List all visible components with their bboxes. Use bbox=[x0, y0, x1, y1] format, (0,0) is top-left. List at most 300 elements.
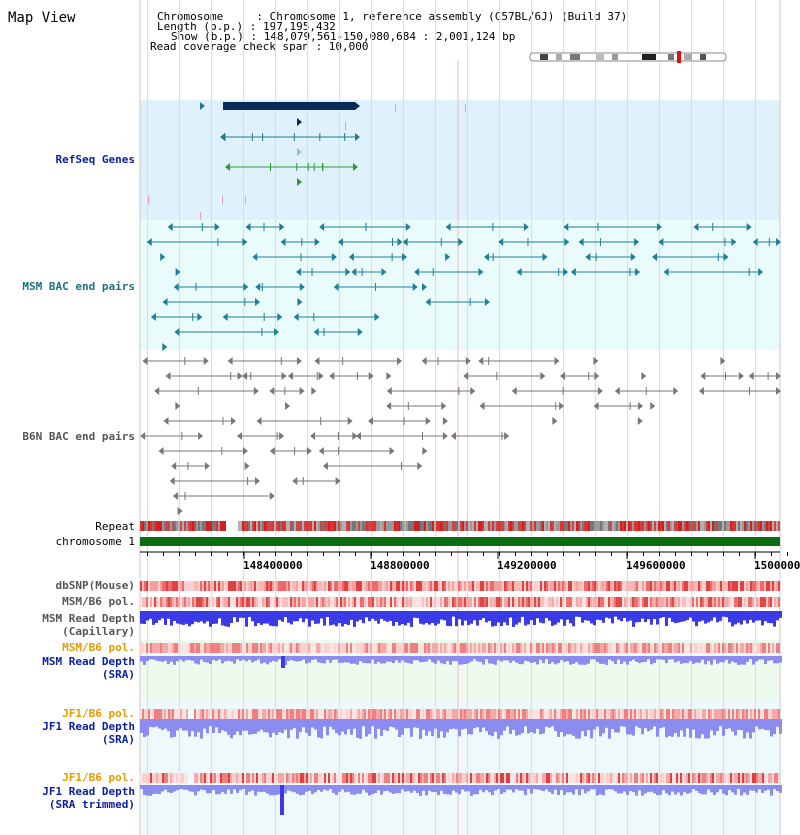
jf1-depth-trimmed-bar bbox=[509, 785, 512, 790]
msm-depth-sra-bar bbox=[149, 656, 152, 659]
jf1-b6-pol-trimmed-cell bbox=[528, 773, 530, 783]
jf1-b6-pol-cell bbox=[642, 709, 644, 719]
jf1-b6-pol-cell bbox=[558, 709, 560, 719]
msm-depth-sra-bar bbox=[659, 656, 662, 659]
msm-depth-capillary-bar bbox=[407, 611, 410, 623]
jf1-depth-trimmed-bar bbox=[545, 785, 548, 789]
jf1-b6-pol-trimmed-cell bbox=[506, 773, 508, 783]
repeat-cell bbox=[738, 521, 740, 531]
msm-b6-pol-cell bbox=[202, 597, 204, 607]
jf1-b6-pol-trimmed-cell bbox=[412, 773, 414, 783]
dbsnp-cell bbox=[282, 581, 284, 591]
msm-b6-pol-sra-cell bbox=[764, 643, 766, 653]
dbsnp-cell bbox=[484, 581, 486, 591]
msm-b6-pol-cell bbox=[420, 597, 422, 607]
dbsnp-cell bbox=[366, 581, 368, 591]
msm-b6-pol-sra-cell bbox=[436, 643, 438, 653]
msm-b6-pol-cell bbox=[434, 597, 436, 607]
msm-depth-sra-bar bbox=[695, 656, 698, 663]
jf1-b6-pol-trimmed-cell bbox=[440, 773, 442, 783]
msm-depth-capillary-bar bbox=[674, 611, 677, 623]
msm-b6-pol-sra-cell bbox=[380, 643, 382, 653]
dbsnp-cell bbox=[146, 581, 148, 591]
jf1-b6-pol-trimmed-cell bbox=[502, 773, 504, 783]
msm-b6-pol-sra-cell bbox=[676, 643, 678, 653]
msm-b6-pol-sra-cell bbox=[736, 643, 738, 653]
jf1-b6-pol-trimmed-cell bbox=[170, 773, 172, 783]
jf1-depth-trimmed-bar bbox=[428, 785, 431, 791]
msm-b6-pol-sra-cell bbox=[162, 643, 164, 653]
jf1-b6-pol-cell bbox=[374, 709, 376, 719]
jf1-depth-trimmed-bar bbox=[389, 785, 392, 793]
jf1-b6-pol-trimmed-cell bbox=[736, 773, 738, 783]
msm-b6-pol-sra-cell bbox=[748, 643, 750, 653]
repeat-cell bbox=[580, 521, 582, 531]
jf1-depth-sra-bar bbox=[320, 719, 323, 738]
msm-b6-pol-cell bbox=[666, 597, 668, 607]
msm-depth-sra-bar bbox=[188, 656, 191, 660]
jf1-b6-pol-cell bbox=[578, 709, 580, 719]
msm-depth-capillary-bar bbox=[590, 611, 593, 623]
jf1-b6-pol-cell bbox=[154, 709, 156, 719]
b6n-bac-pair-end bbox=[231, 417, 236, 425]
msm-b6-pol-sra-cell bbox=[296, 643, 298, 653]
jf1-depth-sra-bar bbox=[746, 719, 749, 733]
dbsnp-cell bbox=[724, 581, 726, 591]
msm-b6-pol-cell bbox=[440, 597, 442, 607]
jf1-depth-trimmed-bar bbox=[308, 785, 311, 791]
msm-b6-pol-sra-cell bbox=[292, 643, 294, 653]
msm-b6-pol-sra-cell bbox=[570, 643, 572, 653]
msm-depth-capillary-bar bbox=[209, 611, 212, 627]
msm-b6-pol-sra-cell bbox=[258, 643, 260, 653]
jf1-depth-trimmed-bar bbox=[731, 785, 734, 792]
jf1-b6-pol-trimmed-cell bbox=[288, 773, 290, 783]
jf1-b6-pol-cell bbox=[158, 709, 160, 719]
msm-b6-pol-cell bbox=[258, 597, 260, 607]
msm-depth-sra-bar bbox=[647, 656, 650, 659]
dbsnp-cell bbox=[634, 581, 636, 591]
msm-b6-pol-cell bbox=[582, 597, 584, 607]
msm-depth-sra-label-2: (SRA) bbox=[101, 668, 135, 681]
repeat-cell bbox=[660, 521, 662, 531]
repeat-cell bbox=[556, 521, 558, 531]
msm-depth-sra-bar bbox=[776, 656, 779, 663]
msm-depth-capillary-bar bbox=[701, 611, 704, 621]
jf1-b6-pol-cell bbox=[570, 709, 572, 719]
jf1-depth-trimmed-bar bbox=[380, 785, 383, 795]
jf1-b6-pol-cell bbox=[672, 709, 674, 719]
dbsnp-cell bbox=[630, 581, 632, 591]
dbsnp-cell bbox=[632, 581, 634, 591]
msm-b6-pol-sra-cell bbox=[182, 643, 184, 653]
jf1-depth-trimmed-bar bbox=[275, 785, 278, 795]
b6n-bac-label: B6N BAC end pairs bbox=[22, 430, 135, 443]
repeat-cell bbox=[450, 521, 452, 531]
msm-depth-sra-bar bbox=[758, 656, 761, 660]
jf1-depth-trimmed-bar bbox=[662, 785, 665, 790]
msm-b6-pol-sra-cell bbox=[648, 643, 650, 653]
ideogram-band bbox=[668, 54, 674, 60]
msm-depth-sra-bar bbox=[554, 656, 557, 664]
msm-b6-pol-cell bbox=[634, 597, 636, 607]
jf1-depth-trimmed-bar bbox=[440, 785, 443, 791]
jf1-depth-trimmed-bar bbox=[599, 785, 602, 794]
jf1-depth-trimmed-bar bbox=[296, 785, 299, 794]
repeat-cell bbox=[174, 521, 176, 531]
jf1-depth-trimmed-bar bbox=[575, 785, 578, 789]
refseq-gene-block bbox=[223, 102, 355, 110]
msm-b6-pol-sra-cell bbox=[196, 643, 198, 653]
jf1-b6-pol-trimmed-cell bbox=[314, 773, 316, 783]
msm-b6-pol-sra-cell bbox=[622, 643, 624, 653]
msm-b6-pol-cell bbox=[256, 597, 258, 607]
msm-b6-pol-cell bbox=[718, 597, 720, 607]
jf1-depth-trimmed-bar bbox=[140, 785, 143, 789]
msm-b6-pol-cell bbox=[552, 597, 554, 607]
msm-b6-pol-sra-cell bbox=[524, 643, 526, 653]
jf1-b6-pol-cell bbox=[242, 709, 244, 719]
jf1-b6-pol-trimmed-cell bbox=[584, 773, 586, 783]
msm-depth-sra-bar bbox=[530, 656, 533, 663]
jf1-depth-trimmed-bar bbox=[485, 785, 488, 790]
jf1-b6-pol-trimmed-cell bbox=[162, 773, 164, 783]
repeat-cell bbox=[202, 521, 204, 531]
msm-b6-pol-sra-cell bbox=[508, 643, 510, 653]
msm-b6-pol-sra-cell bbox=[174, 643, 176, 653]
msm-b6-pol-cell bbox=[476, 597, 478, 607]
repeat-cell bbox=[284, 521, 286, 531]
b6n-bac-pair-end bbox=[288, 372, 293, 380]
b6n-bac-pair-end bbox=[170, 477, 175, 485]
dbsnp-cell bbox=[156, 581, 158, 591]
jf1-depth-trimmed-bar bbox=[254, 785, 257, 796]
dbsnp-cell bbox=[148, 581, 150, 591]
repeat-cell bbox=[654, 521, 656, 531]
jf1-b6-pol-trimmed-cell bbox=[398, 773, 400, 783]
dbsnp-cell bbox=[306, 581, 308, 591]
jf1-b6-pol-cell bbox=[238, 709, 240, 719]
msm-b6-pol-cell bbox=[740, 597, 742, 607]
msm-depth-sra-bar bbox=[629, 656, 632, 661]
jf1-b6-pol-cell bbox=[450, 709, 452, 719]
repeat-cell bbox=[716, 521, 718, 531]
jf1-b6-pol-trimmed-cell bbox=[732, 773, 734, 783]
msm-depth-sra-bar bbox=[329, 656, 332, 663]
msm-depth-sra-bar bbox=[599, 656, 602, 664]
msm-b6-pol-cell bbox=[170, 597, 172, 607]
msm-depth-sra-bar bbox=[497, 656, 500, 660]
repeat-cell bbox=[672, 521, 674, 531]
jf1-depth-sra-bar bbox=[248, 719, 251, 735]
jf1-b6-pol-cell bbox=[186, 709, 188, 719]
msm-b6-pol-sra-cell bbox=[412, 643, 414, 653]
msm-depth-capillary-bar bbox=[362, 611, 365, 623]
dbsnp-cell bbox=[222, 581, 224, 591]
b6n-bac-pair-single bbox=[552, 417, 557, 425]
msm-b6-pol-cell bbox=[164, 597, 166, 607]
dbsnp-cell bbox=[504, 581, 506, 591]
dbsnp-cell bbox=[144, 581, 146, 591]
msm-b6-pol-sra-cell bbox=[184, 643, 186, 653]
dbsnp-cell bbox=[368, 581, 370, 591]
jf1-b6-pol-cell bbox=[426, 709, 428, 719]
msm-b6-pol-cell bbox=[568, 597, 570, 607]
dbsnp-cell bbox=[638, 581, 640, 591]
b6n-bac-pair-single bbox=[285, 402, 290, 410]
msm-depth-capillary-bar bbox=[335, 611, 338, 626]
jf1-b6-pol-cell bbox=[418, 709, 420, 719]
repeat-cell bbox=[258, 521, 260, 531]
jf1-b6-pol-cell bbox=[496, 709, 498, 719]
jf1-depth-trimmed-bar bbox=[560, 785, 563, 790]
repeat-cell bbox=[628, 521, 630, 531]
msm-b6-pol-cell bbox=[776, 597, 778, 607]
dbsnp-cell bbox=[764, 581, 766, 591]
jf1-b6-pol-trimmed-cell bbox=[250, 773, 252, 783]
msm-depth-capillary-bar bbox=[185, 611, 188, 624]
dbsnp-cell bbox=[642, 581, 644, 591]
jf1-b6-pol-cell bbox=[150, 709, 152, 719]
msm-depth-capillary-bar bbox=[251, 611, 254, 621]
msm-b6-pol-sra-cell bbox=[426, 643, 428, 653]
msm-depth-sra-bar bbox=[194, 656, 197, 663]
jf1-depth-sra-bar bbox=[161, 719, 164, 730]
dbsnp-cell bbox=[676, 581, 678, 591]
repeat-cell bbox=[490, 521, 492, 531]
jf1-depth-sra-bar bbox=[440, 719, 443, 731]
msm-b6-pol-sra-cell bbox=[752, 643, 754, 653]
msm-b6-pol-cell bbox=[772, 597, 774, 607]
dbsnp-cell bbox=[204, 581, 206, 591]
msm-depth-sra-bar bbox=[305, 656, 308, 664]
jf1-b6-pol-trimmed-cell bbox=[346, 773, 348, 783]
jf1-b6-pol-trimmed-cell bbox=[420, 773, 422, 783]
jf1-depth-sra-bar bbox=[389, 719, 392, 727]
repeat-cell bbox=[564, 521, 566, 531]
jf1-b6-pol-cell bbox=[644, 709, 646, 719]
msm-b6-pol-sra-cell bbox=[768, 643, 770, 653]
msm-b6-pol-sra-cell bbox=[742, 643, 744, 653]
msm-b6-pol-sra-cell bbox=[760, 643, 762, 653]
jf1-depth-sra-bar bbox=[200, 719, 203, 738]
repeat-cell bbox=[720, 521, 722, 531]
msm-b6-pol-sra-cell bbox=[254, 643, 256, 653]
jf1-depth-sra-bar bbox=[707, 719, 710, 738]
jf1-depth-sra-bar bbox=[485, 719, 488, 731]
jf1-b6-pol-trimmed-cell bbox=[556, 773, 558, 783]
dbsnp-cell bbox=[164, 581, 166, 591]
dbsnp-cell bbox=[462, 581, 464, 591]
repeat-cell bbox=[518, 521, 520, 531]
msm-b6-pol-cell bbox=[182, 597, 184, 607]
jf1-b6-pol-trimmed-cell bbox=[296, 773, 298, 783]
b6n-bac-pair-end bbox=[700, 372, 705, 380]
msm-b6-pol-sra-cell bbox=[316, 643, 318, 653]
msm-b6-pol-cell bbox=[236, 597, 238, 607]
jf1-b6-pol-trimmed-cell bbox=[390, 773, 392, 783]
msm-b6-pol-cell bbox=[496, 597, 498, 607]
msm-b6-pol-cell bbox=[296, 597, 298, 607]
jf1-b6-pol-trimmed-cell bbox=[628, 773, 630, 783]
jf1-b6-pol-cell bbox=[226, 709, 228, 719]
repeat-cell bbox=[536, 521, 538, 531]
msm-depth-sra-bar bbox=[308, 656, 311, 663]
jf1-depth-trimmed-bar bbox=[356, 785, 359, 794]
jf1-depth-sra-bar bbox=[653, 719, 656, 726]
jf1-depth-trimmed-bar bbox=[458, 785, 461, 794]
dbsnp-cell bbox=[378, 581, 380, 591]
msm-b6-pol-cell bbox=[448, 597, 450, 607]
jf1-depth-sra-bar bbox=[572, 719, 575, 736]
jf1-b6-pol-cell bbox=[344, 709, 346, 719]
msm-b6-pol-sra-cell bbox=[470, 643, 472, 653]
msm-depth-sra-bar bbox=[275, 656, 278, 662]
msm-depth-capillary-bar bbox=[641, 611, 644, 619]
jf1-depth-sra-bar bbox=[257, 719, 260, 732]
jf1-b6-pol-trimmed-cell bbox=[176, 773, 178, 783]
jf1-b6-pol-trimmed-cell bbox=[686, 773, 688, 783]
b6n-bac-pair-end bbox=[470, 387, 475, 395]
jf1-b6-pol-trimmed-cell bbox=[478, 773, 480, 783]
repeat-cell bbox=[658, 521, 660, 531]
jf1-depth-sra-bar bbox=[446, 719, 449, 732]
dbsnp-cell bbox=[320, 581, 322, 591]
jf1-depth-sra-bar bbox=[539, 719, 542, 734]
jf1-depth-trimmed-bar bbox=[341, 785, 344, 789]
msm-b6-pol-cell bbox=[394, 597, 396, 607]
msm-b6-pol-cell bbox=[578, 597, 580, 607]
msm-depth-sra-bar bbox=[596, 656, 599, 662]
jf1-depth-sra-bar bbox=[731, 719, 734, 732]
msm-depth-sra-bar bbox=[344, 656, 347, 662]
b6n-bac-pair-single bbox=[422, 447, 427, 455]
msm-b6-pol-cell bbox=[288, 597, 290, 607]
msm-b6-pol-sra-cell bbox=[238, 643, 240, 653]
jf1-depth-trimmed-bar bbox=[617, 785, 620, 794]
refseq-small-feature bbox=[395, 104, 396, 112]
msm-b6-pol-sra-cell bbox=[502, 643, 504, 653]
jf1-b6-pol-trimmed-cell bbox=[356, 773, 358, 783]
msm-b6-pol-cell bbox=[674, 597, 676, 607]
jf1-depth-trimmed-bar bbox=[680, 785, 683, 796]
jf1-depth-sra-bar bbox=[221, 719, 224, 730]
msm-b6-pol-cell bbox=[374, 597, 376, 607]
jf1-b6-pol-cell bbox=[250, 709, 252, 719]
b6n-bac-pair-end bbox=[314, 357, 319, 365]
msm-depth-capillary-bar bbox=[254, 611, 257, 626]
jf1-b6-pol-cell bbox=[218, 709, 220, 719]
jf1-b6-pol-cell bbox=[336, 709, 338, 719]
jf1-depth-trimmed-bar bbox=[329, 785, 332, 789]
msm-depth-sra-bar bbox=[314, 656, 317, 659]
jf1-b6-pol-cell bbox=[406, 709, 408, 719]
jf1-depth-trimmed-bar bbox=[584, 785, 587, 793]
b6n-bac-pair-end bbox=[282, 372, 287, 380]
jf1-b6-pol-trimmed-cell bbox=[560, 773, 562, 783]
repeat-cell bbox=[534, 521, 536, 531]
jf1-depth-trimmed-bar bbox=[710, 785, 713, 792]
repeat-cell bbox=[548, 521, 550, 531]
msm-depth-sra-bar bbox=[539, 656, 542, 660]
msm-b6-pol-cell bbox=[262, 597, 264, 607]
repeat-cell bbox=[418, 521, 420, 531]
jf1-b6-pol-trimmed-cell bbox=[178, 773, 180, 783]
jf1-b6-pol-trimmed-cell bbox=[230, 773, 232, 783]
msm-b6-pol-sra-cell bbox=[410, 643, 412, 653]
dbsnp-cell bbox=[172, 581, 174, 591]
msm-depth-sra-bar bbox=[638, 656, 641, 663]
jf1-b6-pol-trimmed-cell bbox=[446, 773, 448, 783]
msm-b6-pol-sra-cell bbox=[176, 643, 178, 653]
msm-b6-pol-cell bbox=[334, 597, 336, 607]
msm-depth-sra-bar bbox=[248, 656, 251, 660]
msm-depth-capillary-bar bbox=[632, 611, 635, 627]
b6n-bac-pair-end bbox=[504, 432, 509, 440]
msm-b6-pol-cell bbox=[512, 597, 514, 607]
jf1-depth-trimmed-bar bbox=[446, 785, 449, 794]
repeat-cell bbox=[256, 521, 258, 531]
jf1-depth-sra-bar bbox=[140, 719, 143, 733]
msm-b6-pol-sra-cell bbox=[150, 643, 152, 653]
msm-b6-pol-sra-cell bbox=[398, 643, 400, 653]
jf1-depth-trimmed-bar bbox=[767, 785, 770, 790]
repeat-cell bbox=[364, 521, 366, 531]
jf1-b6-pol-trimmed-cell bbox=[700, 773, 702, 783]
jf1-b6-pol-trimmed-cell bbox=[466, 773, 468, 783]
ideogram-band bbox=[570, 54, 580, 60]
jf1-depth-sra-bar bbox=[587, 719, 590, 730]
repeat-cell bbox=[480, 521, 482, 531]
jf1-b6-pol-trimmed-cell bbox=[712, 773, 714, 783]
jf1-depth-trimmed-bar bbox=[209, 785, 212, 793]
msm-b6-pol-cell bbox=[458, 597, 460, 607]
msm-b6-pol-sra-cell bbox=[658, 643, 660, 653]
msm-b6-pol-cell bbox=[510, 597, 512, 607]
dbsnp-cell bbox=[302, 581, 304, 591]
msm-b6-pol-cell bbox=[292, 597, 294, 607]
msm-depth-capillary-bar bbox=[242, 611, 245, 618]
dbsnp-cell bbox=[624, 581, 626, 591]
jf1-depth-sra-bar bbox=[683, 719, 686, 737]
chromosome-ideogram[interactable] bbox=[530, 51, 726, 63]
repeat-cell bbox=[574, 521, 576, 531]
b6n-bac-pair-end bbox=[163, 417, 168, 425]
repeat-cell bbox=[346, 521, 348, 531]
b6n-bac-track[interactable] bbox=[140, 357, 781, 515]
jf1-b6-pol-trimmed-cell bbox=[146, 773, 148, 783]
msm-depth-capillary-bar bbox=[419, 611, 422, 624]
repeat-cell bbox=[546, 521, 548, 531]
repeat-cell bbox=[318, 521, 320, 531]
jf1-depth-sra-bar bbox=[464, 719, 467, 729]
jf1-depth-sra-bar bbox=[482, 719, 485, 728]
msm-depth-sra-bar bbox=[383, 656, 386, 663]
jf1-b6-pol-trimmed-cell bbox=[580, 773, 582, 783]
repeat-cell bbox=[146, 521, 148, 531]
jf1-b6-pol-trimmed-cell bbox=[306, 773, 308, 783]
repeat-cell bbox=[726, 521, 728, 531]
jf1-b6-pol-cell bbox=[414, 709, 416, 719]
dbsnp-cell bbox=[610, 581, 612, 591]
jf1-b6-pol-trimmed-cell bbox=[350, 773, 352, 783]
msm-b6-pol-cell bbox=[428, 597, 430, 607]
msm-depth-capillary-bar bbox=[746, 611, 749, 623]
dbsnp-cell bbox=[324, 581, 326, 591]
jf1-depth-sra-bar bbox=[740, 719, 743, 730]
jf1-b6-pol-trimmed-cell bbox=[380, 773, 382, 783]
msm-b6-pol-cell bbox=[268, 597, 270, 607]
